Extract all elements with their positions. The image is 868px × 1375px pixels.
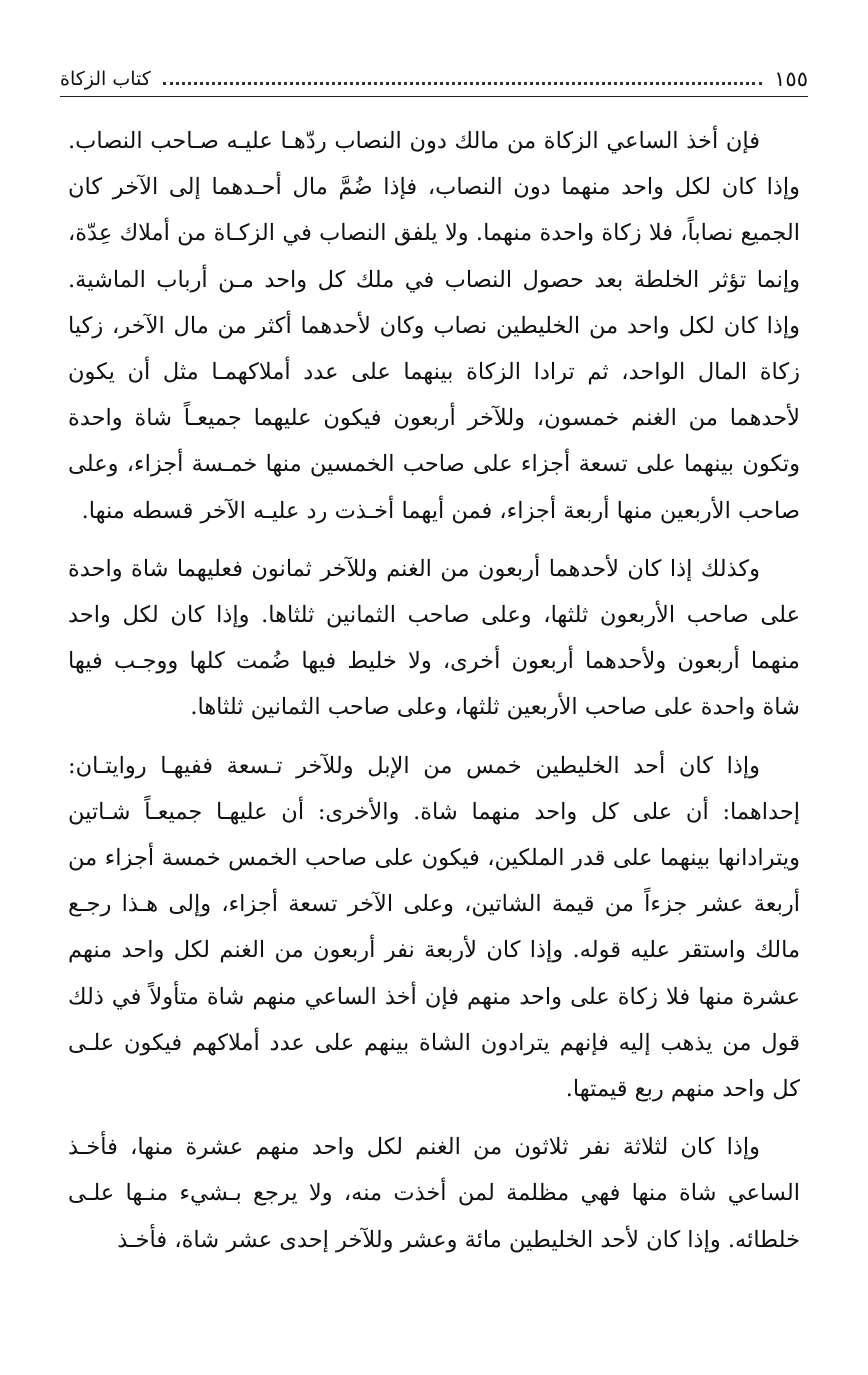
paragraph-2: وكذلك إذا كان لأحدهما أربعون من الغنم وللآخر ثمانون فعليهما شاة واحدة على صاحب الأربعون ثلثها، وعلى صاحب الثمانين ثلثاها. وإذا كان لكل واحد منهما أربعون ولأحدهما أربعون أخرى، ولا خليط فيها ضُمت كلها ووجـب فيها شاة واحدة على صاحب الأربعين ثلثها، وعلى صاحب الثمانين ثلثاها. [68, 555, 800, 721]
paragraph-1: فإن أخذ الساعي الزكاة من مالك دون النصاب ردّهـا عليـه صـاحب النصاب. وإذا كان لكل واحد منهما دون النصاب، فإذا ضُمَّ مال أحـدهما إلى الآخر كان الجميع نصاباً، فلا زكاة واحدة منهما. ولا يلفق النصاب في الزكـاة من أملاك عِدّة، وإنما تؤثر الخلطة بعد حصول النصاب في ملك كل واحد مـن أرباب الماشية. وإذا كان لكل واحد من الخليطين نصاب وكان لأحدهما أكثر من مال الآخر، زكيا زكاة المال الواحد، ثم ترادا الزكاة بينهما على عدد أملاكهمـا مثل أن يكون لأحدهما من الغنم خمسون، وللآخر أربعون فيكون عليهما جميعـاً شاة واحدة وتكون بينهما على تسعة أجزاء على صاحب الخمسين منها خمـسة أجزاء، وعلى صاحب الأربعين منها أربعة أجزاء، فمن أيهما أخـذت رد عليـه الآخر قسطه منها. [68, 128, 800, 524]
paragraph-3: وإذا كان أحد الخليطين خمس من الإبل وللآخر تـسعة ففيهـا روايتـان: إحداهما: أن على كل واحد منهما شاة. والأخرى: أن عليهـا جميعـاً شـاتين ويترادانها بينهما على قدر الملكين، فيكون على صاحب الخمس خمسة أجزاء من أربعة عشر جزءاً من قيمة الشاتين، وعلى الآخر تسعة أجزاء، وإلى هـذا رجـع مالك واستقر عليه قوله. وإذا كان لأربعة نفر أربعون من الغنم لكل واحد منهم عشرة منها فلا زكاة على واحد منهم فإن أخذ الساعي منهم شاة متأولاً في ذلك قول من يذهب إليه فإنهم يترادون الشاة بينهم على عدد أملاكهم فيكون علـى كل واحد منهم ربع قيمتها. [68, 752, 800, 1103]
page-number: ١٥٥ [774, 67, 808, 91]
running-header [60, 62, 808, 97]
page-body-text [68, 118, 800, 1275]
book-title: كتاب الزكاة [60, 68, 151, 90]
paragraph-4: وإذا كان لثلاثة نفر ثلاثون من الغنم لكل واحد منهم عشرة منها، فأخـذ الساعي شاة منها فهي مظلمة لمن أخذت منه، ولا يرجع بـشيء منـها علـى خلطائه. وإذا كان لأحد الخليطين مائة وعشر وللآخر إحدى عشر شاة، فأخـذ [68, 1134, 800, 1253]
header-dotted-leader [163, 81, 762, 85]
